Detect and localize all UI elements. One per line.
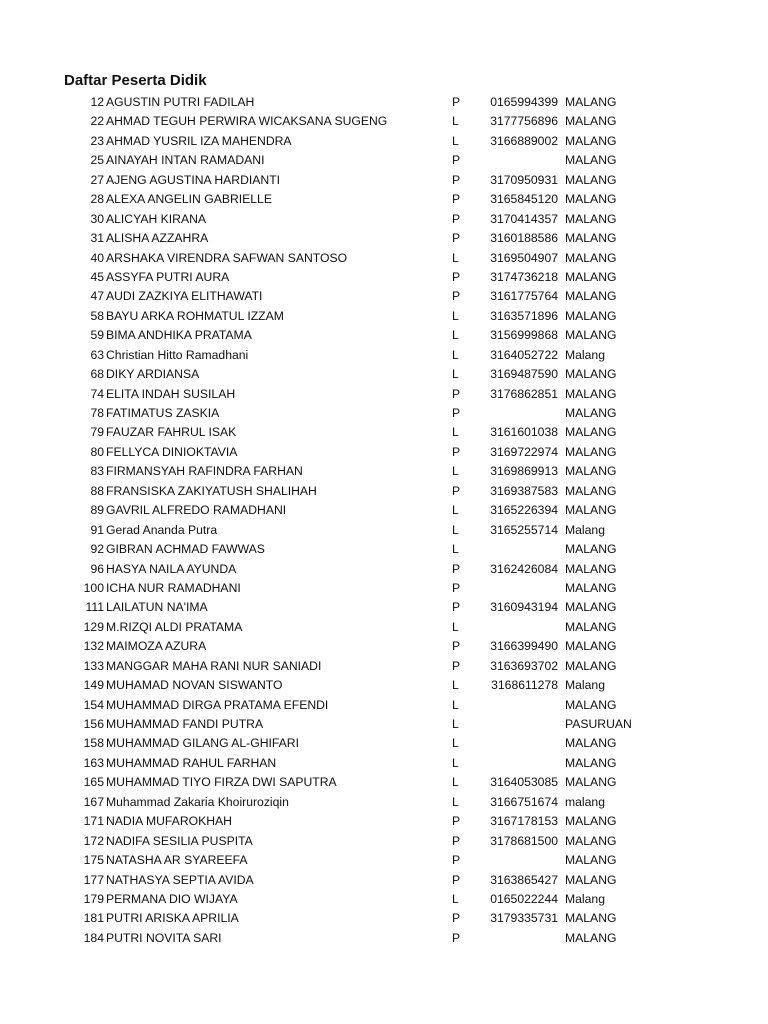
student-row [0, 793, 768, 812]
student-name: MANGGAR MAHA RANI NUR SANIADI [106, 658, 322, 673]
student-nisn: 3174736218 [490, 269, 558, 284]
student-number: 83 [90, 464, 104, 479]
student-number: 184 [83, 930, 104, 945]
student-number: 47 [90, 289, 104, 304]
student-city: MALANG [565, 736, 617, 751]
student-row [0, 249, 768, 268]
student-nisn: 3161775764 [490, 289, 558, 304]
student-nisn: 3165226394 [490, 503, 558, 518]
student-city: MALANG [565, 153, 617, 168]
student-row [0, 812, 768, 831]
student-gender: P [452, 211, 461, 226]
student-gender: L [452, 425, 459, 440]
student-city: MALANG [565, 775, 617, 790]
student-gender: L [452, 464, 459, 479]
student-row [0, 676, 768, 695]
student-number: 12 [90, 95, 104, 109]
student-row [0, 287, 768, 306]
student-nisn: 3160943194 [490, 600, 558, 615]
student-city: MALANG [565, 697, 617, 712]
student-gender: L [452, 697, 459, 712]
student-nisn: 3170414357 [490, 211, 558, 226]
student-number: 31 [90, 231, 104, 246]
student-city: MALANG [565, 95, 617, 109]
student-name: MUHAMMAD GILANG AL-GHIFARI [106, 736, 299, 751]
student-gender: P [452, 386, 461, 401]
student-gender: L [452, 133, 459, 148]
student-city: Malang [565, 891, 605, 906]
student-nisn: 3166399490 [490, 639, 558, 654]
student-nisn: 3169387583 [490, 483, 558, 498]
student-nisn: 3169869913 [490, 464, 558, 479]
student-row [0, 598, 768, 617]
student-city: MALANG [565, 289, 617, 304]
student-nisn: 3164053085 [490, 775, 558, 790]
student-number: 63 [90, 347, 104, 362]
student-nisn: 3163571896 [490, 308, 558, 323]
student-gender: P [452, 269, 461, 284]
student-city: MALANG [565, 386, 617, 401]
student-row [0, 171, 768, 190]
student-city: MALANG [565, 367, 617, 382]
page-title: Daftar Peserta Didik [64, 72, 207, 89]
student-number: 133 [83, 658, 104, 673]
student-row [0, 462, 768, 481]
student-nisn: 3176862851 [490, 386, 558, 401]
student-number: 88 [90, 483, 104, 498]
student-name: FIRMANSYAH RAFINDRA FARHAN [106, 464, 303, 479]
student-name: AJENG AGUSTINA HARDIANTI [106, 172, 281, 187]
student-row [0, 579, 768, 598]
student-name: PERMANA DIO WIJAYA [106, 891, 238, 906]
student-number: 179 [83, 891, 104, 906]
student-gender: P [452, 231, 461, 246]
student-city: MALANG [565, 872, 617, 887]
student-gender: P [452, 483, 461, 498]
student-number: 22 [90, 114, 104, 129]
student-city: MALANG [565, 930, 617, 945]
student-nisn: 3165255714 [490, 522, 558, 537]
student-city: MALANG [565, 658, 617, 673]
student-nisn: 3160188586 [490, 231, 558, 246]
student-number: 158 [83, 736, 104, 751]
student-city: MALANG [565, 464, 617, 479]
student-name: MUHAMMAD RAHUL FARHAN [106, 755, 277, 770]
student-row [0, 229, 768, 248]
student-gender: P [452, 658, 461, 673]
student-city: MALANG [565, 814, 617, 829]
student-city: MALANG [565, 833, 617, 848]
student-nisn: 3164052722 [490, 347, 558, 362]
student-row [0, 871, 768, 890]
student-city: MALANG [565, 580, 617, 595]
student-number: 163 [83, 755, 104, 770]
student-name: ALISHA AZZAHRA [106, 231, 209, 246]
student-number: 59 [90, 328, 104, 343]
student-row [0, 832, 768, 851]
student-number: 40 [90, 250, 104, 265]
student-city: Malang [565, 347, 605, 362]
student-name: BAYU ARKA ROHMATUL IZZAM [106, 308, 284, 323]
student-city: MALANG [565, 503, 617, 518]
student-city: MALANG [565, 600, 617, 615]
student-gender: L [452, 250, 459, 265]
student-number: 89 [90, 503, 104, 518]
student-city: MALANG [565, 328, 617, 343]
student-number: 27 [90, 172, 104, 187]
student-name: AHMAD TEGUH PERWIRA WICAKSANA SUGENG [106, 114, 388, 129]
student-number: 23 [90, 133, 104, 148]
student-name: ALICYAH KIRANA [106, 211, 207, 226]
student-row [0, 890, 768, 909]
student-nisn: 0165022244 [490, 891, 558, 906]
student-number: 58 [90, 308, 104, 323]
student-gender: L [452, 736, 459, 751]
student-gender: P [452, 814, 461, 829]
student-name: MUHAMMAD TIYO FIRZA DWI SAPUTRA [106, 775, 337, 790]
student-number: 111 [85, 600, 104, 615]
student-gender: P [452, 833, 461, 848]
student-row [0, 151, 768, 170]
student-number: 172 [83, 833, 104, 848]
student-row [0, 346, 768, 365]
student-name: Christian Hitto Ramadhani [106, 347, 249, 362]
student-number: 181 [83, 911, 104, 926]
student-name: FELLYCA DINIOKTAVIA [106, 444, 238, 459]
student-nisn: 3163693702 [490, 658, 558, 673]
student-city: MALANG [565, 911, 617, 926]
student-name: ARSHAKA VIRENDRA SAFWAN SANTOSO [106, 250, 348, 265]
student-number: 28 [90, 192, 104, 207]
student-row [0, 909, 768, 928]
student-row [0, 365, 768, 384]
student-gender: L [452, 114, 459, 129]
student-row [0, 482, 768, 501]
student-row [0, 268, 768, 287]
student-name: Muhammad Zakaria Khoiruroziqin [106, 794, 289, 809]
student-city: MALANG [565, 250, 617, 265]
student-name: NATHASYA SEPTIA AVIDA [106, 872, 254, 887]
student-gender: P [452, 172, 461, 187]
student-city: MALANG [565, 133, 617, 148]
student-number: 100 [83, 580, 104, 595]
student-gender: L [452, 522, 459, 537]
student-row [0, 132, 768, 151]
student-gender: L [452, 891, 459, 906]
student-row [0, 657, 768, 676]
student-row [0, 560, 768, 579]
student-row [0, 637, 768, 656]
student-number: 165 [83, 775, 104, 790]
student-number: 96 [90, 561, 104, 576]
student-row [0, 773, 768, 792]
student-gender: P [452, 600, 461, 615]
student-nisn: 3166889002 [490, 133, 558, 148]
student-gender: P [452, 192, 461, 207]
student-gender: P [452, 444, 461, 459]
student-city: MALANG [565, 192, 617, 207]
student-gender: P [452, 911, 461, 926]
student-number: 74 [90, 386, 104, 401]
student-number: 68 [90, 367, 104, 382]
student-name: FRANSISKA ZAKIYATUSH SHALIHAH [106, 483, 317, 498]
student-number: 30 [90, 211, 104, 226]
student-nisn: 3156999868 [490, 328, 558, 343]
student-gender: P [452, 406, 461, 420]
student-name: ALEXA ANGELIN GABRIELLE [106, 192, 272, 207]
student-number: 171 [83, 814, 104, 829]
student-row [0, 501, 768, 520]
student-row [0, 540, 768, 559]
student-name: ASSYFA PUTRI AURA [106, 269, 230, 284]
student-nisn: 3170950931 [490, 172, 558, 187]
student-name: NADIA MUFAROKHAH [106, 814, 232, 829]
student-name: ICHA NUR RAMADHANI [106, 580, 241, 595]
student-name: AINAYAH INTAN RAMADANI [106, 153, 265, 168]
student-gender: L [452, 367, 459, 382]
student-gender: L [452, 503, 459, 518]
student-number: 79 [90, 425, 104, 440]
student-number: 156 [83, 717, 104, 731]
student-name: DIKY ARDIANSA [106, 367, 200, 382]
student-number: 25 [90, 153, 104, 168]
student-row [0, 443, 768, 462]
student-gender: P [452, 639, 461, 654]
student-city: Malang [565, 678, 605, 693]
student-list [0, 93, 768, 948]
student-name: Gerad Ananda Putra [106, 522, 218, 537]
student-number: 132 [83, 639, 104, 654]
student-gender: P [452, 153, 461, 168]
student-number: 45 [90, 269, 104, 284]
student-nisn: 3166751674 [490, 794, 558, 809]
student-name: NADIFA SESILIA PUSPITA [106, 833, 253, 848]
student-nisn: 3165845120 [490, 192, 558, 207]
student-row [0, 423, 768, 442]
student-row [0, 190, 768, 209]
student-nisn: 3167178153 [490, 814, 558, 829]
student-name: MUHAMAD NOVAN SISWANTO [106, 678, 283, 693]
student-row [0, 93, 768, 112]
student-nisn: 3162426084 [490, 561, 558, 576]
student-row [0, 618, 768, 637]
student-row [0, 851, 768, 870]
student-row [0, 696, 768, 715]
student-city: Malang [565, 522, 605, 537]
student-row [0, 210, 768, 229]
student-number: 78 [90, 406, 104, 420]
student-gender: L [452, 619, 459, 634]
student-city: MALANG [565, 172, 617, 187]
student-row [0, 385, 768, 404]
student-name: GIBRAN ACHMAD FAWWAS [106, 542, 265, 557]
student-gender: P [452, 561, 461, 576]
student-nisn: 3179335731 [490, 911, 558, 926]
student-nisn: 3169722974 [490, 444, 558, 459]
student-gender: L [452, 678, 459, 693]
student-city: MALANG [565, 425, 617, 440]
student-name: FATIMATUS ZASKIA [106, 406, 220, 420]
student-name: MUHAMMAD FANDI PUTRA [106, 717, 264, 731]
student-city: MALANG [565, 211, 617, 226]
student-gender: L [452, 542, 459, 557]
student-name: FAUZAR FAHRUL ISAK [106, 425, 237, 440]
student-city: MALANG [565, 561, 617, 576]
student-city: MALANG [565, 231, 617, 246]
student-city: MALANG [565, 542, 617, 557]
student-number: 177 [83, 872, 104, 887]
student-number: 80 [90, 444, 104, 459]
student-gender: L [452, 794, 459, 809]
student-name: NATASHA AR SYAREEFA [106, 853, 248, 868]
student-gender: L [452, 717, 459, 731]
student-nisn: 0165994399 [490, 95, 558, 109]
student-city: MALANG [565, 483, 617, 498]
student-name: GAVRIL ALFREDO RAMADHANI [106, 503, 287, 518]
student-name: AUDI ZAZKIYA ELITHAWATI [106, 289, 263, 304]
student-name: LAILATUN NA'IMA [106, 600, 208, 615]
student-name: AGUSTIN PUTRI FADILAH [106, 95, 255, 109]
student-number: 149 [83, 678, 104, 693]
student-row [0, 734, 768, 753]
student-city: MALANG [565, 755, 617, 770]
student-row [0, 715, 768, 734]
student-name: MUHAMMAD DIRGA PRATAMA EFENDI [106, 697, 329, 712]
student-number: 154 [83, 697, 104, 712]
student-name: AHMAD YUSRIL IZA MAHENDRA [106, 133, 292, 148]
student-city: MALANG [565, 444, 617, 459]
student-nisn: 3163865427 [490, 872, 558, 887]
student-number: 167 [83, 794, 104, 809]
student-number: 91 [90, 522, 104, 537]
student-city: MALANG [565, 114, 617, 129]
student-row [0, 404, 768, 423]
student-gender: L [452, 755, 459, 770]
student-row [0, 929, 768, 948]
student-city: MALANG [565, 639, 617, 654]
student-name: MAIMOZA AZURA [106, 639, 207, 654]
student-city: MALANG [565, 619, 617, 634]
student-row [0, 307, 768, 326]
student-name: ELITA INDAH SUSILAH [106, 386, 236, 401]
student-gender: L [452, 775, 459, 790]
student-gender: L [452, 328, 459, 343]
student-city: MALANG [565, 853, 617, 868]
student-row [0, 521, 768, 540]
student-gender: L [452, 308, 459, 323]
student-city: malang [565, 794, 605, 809]
student-row [0, 326, 768, 345]
student-name: M.RIZQI ALDI PRATAMA [106, 619, 243, 634]
student-gender: P [452, 872, 461, 887]
student-gender: P [452, 580, 461, 595]
student-number: 92 [90, 542, 104, 557]
student-row [0, 754, 768, 773]
student-city: MALANG [565, 308, 617, 323]
student-name: PUTRI ARISKA APRILIA [106, 911, 239, 926]
student-nisn: 3178681500 [490, 833, 558, 848]
student-city: MALANG [565, 406, 617, 420]
student-gender: P [452, 853, 461, 868]
student-number: 129 [83, 619, 104, 634]
student-gender: L [452, 347, 459, 362]
student-name: BIMA ANDHIKA PRATAMA [106, 328, 252, 343]
student-gender: P [452, 289, 461, 304]
student-city: PASURUAN [565, 717, 632, 731]
student-nisn: 3168611278 [491, 678, 558, 693]
student-nisn: 3161601038 [490, 425, 558, 440]
student-gender: P [452, 95, 461, 109]
student-gender: P [452, 930, 461, 945]
student-name: HASYA NAILA AYUNDA [106, 561, 237, 576]
student-city: MALANG [565, 269, 617, 284]
student-nisn: 3177756896 [490, 114, 558, 129]
student-nisn: 3169487590 [490, 367, 558, 382]
student-nisn: 3169504907 [490, 250, 558, 265]
student-row [0, 112, 768, 131]
student-name: PUTRI NOVITA SARI [106, 930, 222, 945]
student-number: 175 [83, 853, 104, 868]
